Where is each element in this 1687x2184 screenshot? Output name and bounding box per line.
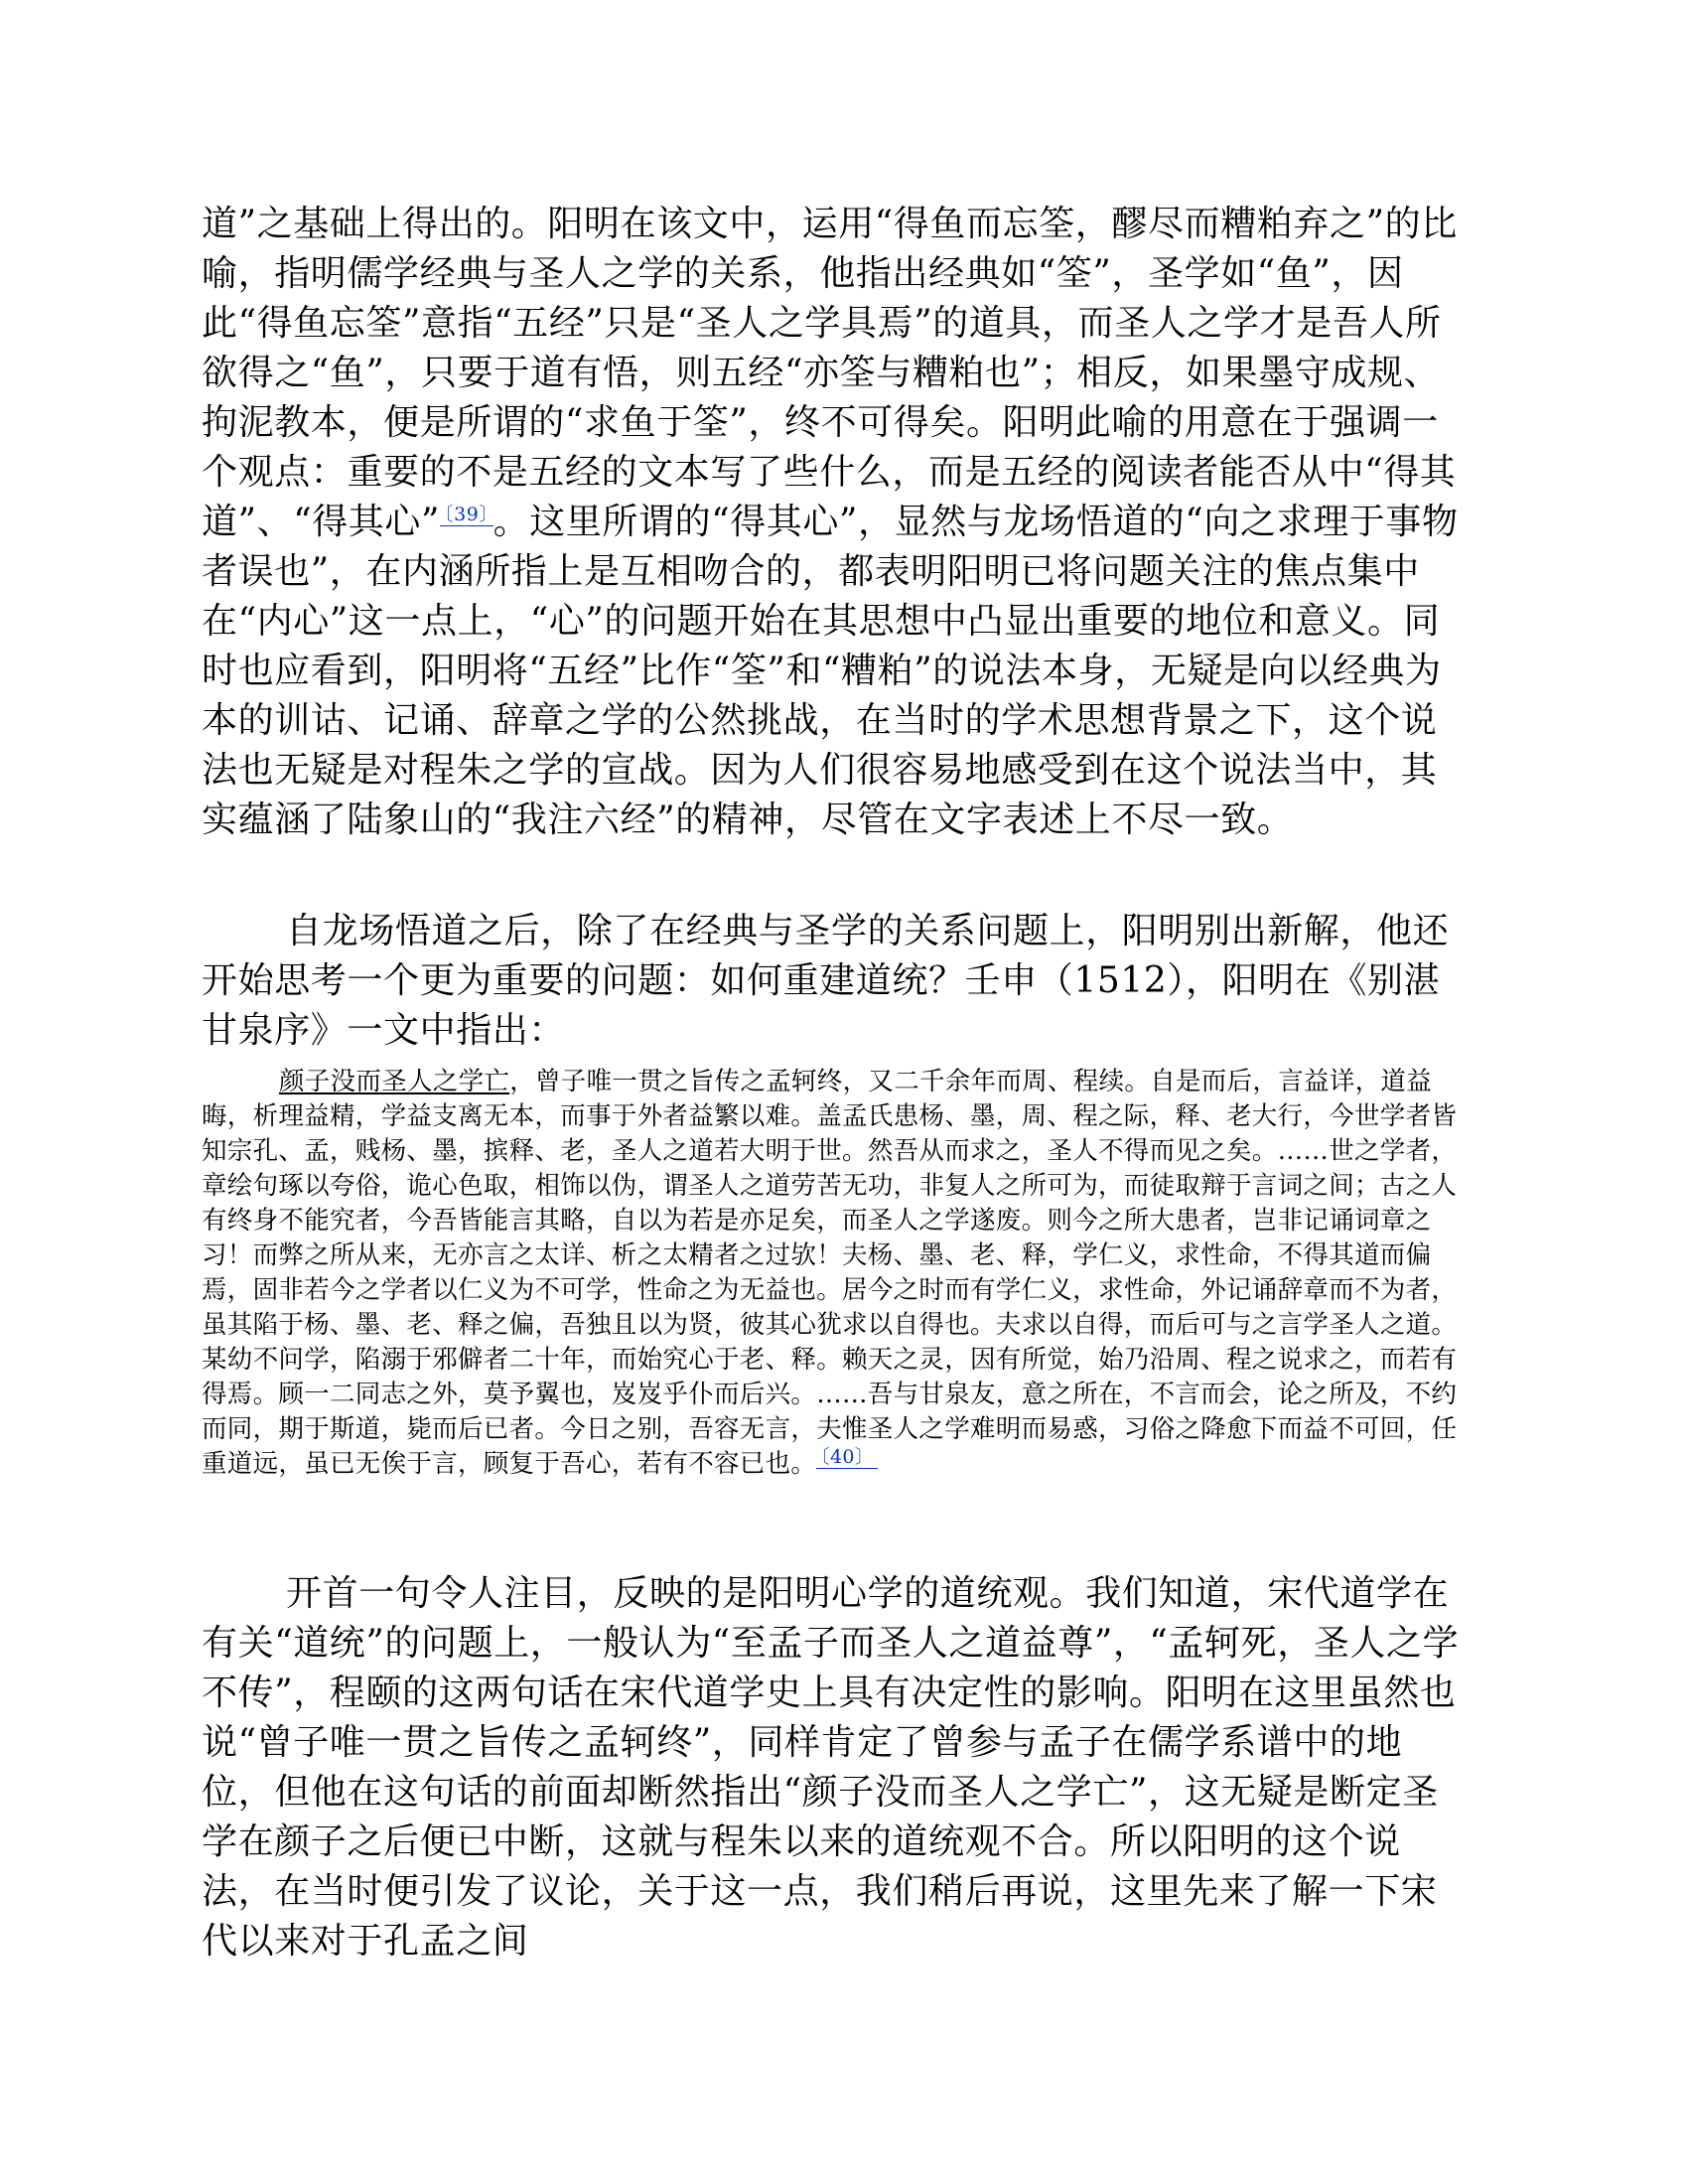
paragraph-1-text-b: 。这里所谓的“得其心”，显然与龙场悟道的“向之求理于事物者误也”，在内涵所指上是互相吻合的，都表明阳明已将问题关注的焦点集中在“内心”这一点上，“心”的问题开始在其思想中凸显出重要的地位和意义。同时也应看到，阳明将“五经”比作“筌”和“糟粕”的说法本身，无疑是向以经典为本的训诂、记诵、辞章之学的公然挑战，在当时的学术思想背景之下，这个说法也无疑是对程朱之学的宣战。因为人们很容易地感受到在这个说法当中，其实蕴涵了陆象山的“我注六经”的精神，尽管在文字表述上不尽一致。 [202,502,1459,840]
quote-text: ，曾子唯一贯之旨传之孟轲终，又二千余年而周、程续。自是而后，言益详，道益晦，析理益精，学益支离无本，而事于外者益繁以难。盖孟氏患杨、墨，周、程之际，释、老大行，今世学者皆知宗孔、孟，贱杨、墨，摈释、老，圣人之道若大明于世。然吾从而求之，圣人不得而见之矣。……世之学者，章绘句琢以夸俗，诡心色取，相饰以伪，谓圣人之道劳苦无功，非复人之所可为，而徒取辩于言词之间；古之人有终身不能究者，今吾皆能言其略，自以为若是亦足矣，而圣人之学遂废。则今之所大患者，岂非记诵词章之习！而弊之所从来，无亦言之太详、析之太精者之过欤！夫杨、墨、老、释，学仁义，求性命，不得其道而偏焉，固非若今之学者以仁义为不可学，性命之为无益也。居今之时而有学仁义，求性命，外记诵辞章而不为者，虽其陷于杨、墨、老、释之偏，吾独且以为贤，彼其心犹求以自得也。夫求以自得，而后可与之言学圣人之道。某幼不问学，陷溺于邪僻者二十年，而始究心于老、释。赖天之灵，因有所觉，始乃沿周、程之说求之，而若有得焉。顾一二同志之外，莫予翼也，岌岌乎仆而后兴。……吾与甘泉友，意之所在，不言而会，论之所及，不约而同，期于斯道，毙而后已者。今日之别，吾容无言，夫惟圣人之学难明而易惑，习俗之降愈下而益不可回，任重道远，虽已无俟于言，顾复于吾心，若有不容已也。 [202,1067,1458,1479]
paragraph-1-text-a: 道”之基础上得出的。阳明在该文中，运用“得鱼而忘筌，醪尽而糟粕弃之”的比喻，指明儒学经典与圣人之学的关系，他指出经典如“筌”，圣学如“鱼”，因此“得鱼忘筌”意指“五经”只是“圣人之学具焉”的道具，而圣人之学才是吾人所欲得之“鱼”，只要于道有悟，则五经“亦筌与糟粕也”；相反，如果墨守成规、拘泥教本，便是所谓的“求鱼于筌”，终不可得矣。阳明此喻的用意在于强调一个观点：重要的不是五经的文本写了些什么，而是五经的阅读者能否从中“得其道”、“得其心” [202,204,1458,542]
block-quote [202,1065,1471,1482]
footnote-link-40[interactable]: 〔40〕 [816,1446,878,1469]
paragraph-2-text: 自龙场悟道之后，除了在经典与圣学的关系问题上，阳明别出新解，他还开始思考一个更为重要的问题：如何重建道统？壬申（1512），阳明在《别湛甘泉序》一文中指出： [202,911,1450,1051]
footnote-link-39[interactable]: 〔39〕 [440,504,493,526]
quote-underlined-phrase: 颜子没而圣人之学亡 [279,1067,510,1096]
body-paragraph-2 [202,907,1471,1056]
body-paragraph-3 [202,1569,1471,1966]
paragraph-3-text: 开首一句令人注目，反映的是阳明心学的道统观。我们知道，宋代道学在有关“道统”的问题上，一般认为“至孟子而圣人之道益尊”，“孟轲死，圣人之学不传”，程颐的这两句话在宋代道学史上具有决定性的影响。阳明在这里虽然也说“曾子唯一贯之旨传之孟轲终”，同样肯定了曾参与孟子在儒学系谱中的地位，但他在这句话的前面却断然指出“颜子没而圣人之学亡”，这无疑是断定圣学在颜子之后便已中断，这就与程朱以来的道统观不合。所以阳明的这个说法，在当时便引发了议论，关于这一点，我们稍后再说，这里先来了解一下宋代以来对于孔孟之间 [202,1573,1460,1962]
body-paragraph-1 [202,200,1471,845]
